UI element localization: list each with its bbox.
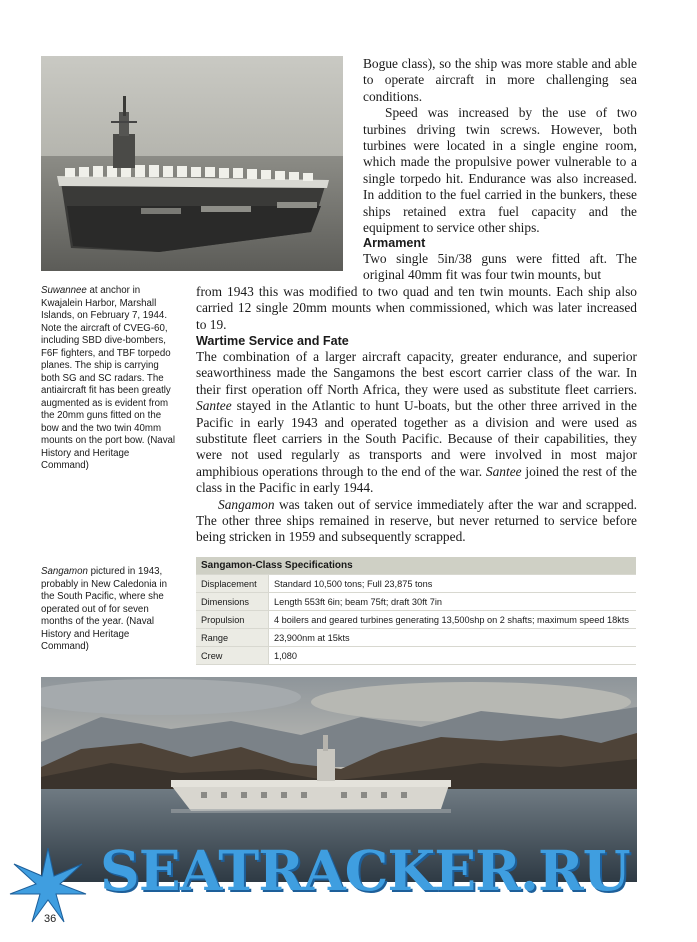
suwannee-photo xyxy=(41,56,343,271)
caption2-ship-name: Sangamon xyxy=(41,566,88,577)
table-row xyxy=(196,629,636,647)
wartime-p2-text: was taken out of service immediately after the war and scrapped. The other three ships remained in reserve, but never returned to service before being stricken in 1959 and subsequently scrapped. xyxy=(196,496,637,545)
wartime-paragraph-2 xyxy=(196,497,637,546)
row-label: Dimensions xyxy=(196,593,269,611)
wartime-p1-b: stayed in the Atlantic to hunt U-boats, but the other three arrived in the Pacific in early 1943 and operated together as a division and were used as substitute fleet carriers in the South Pacific. Because of their capabilities, they were not used regularly as transports and were involved in most major amphibious operations through to the end of the war. xyxy=(196,398,637,479)
armament-rest xyxy=(196,284,637,333)
armament-first-lines xyxy=(363,251,637,284)
suwannee-ship-illustration xyxy=(41,56,343,271)
watermark-text: SEATRACKER.RU xyxy=(100,838,630,903)
table-title: Sangamon-Class Specifications xyxy=(196,557,636,575)
caption1-ship-name: Suwannee xyxy=(41,285,87,296)
armament-line1: Two single 5in/38 guns were fitted aft. The original 40mm fit was four twin mounts, but xyxy=(363,251,637,283)
table-row xyxy=(196,647,636,665)
row-value: Length 553ft 6in; beam 75ft; draft 30ft 7in xyxy=(269,593,637,611)
caption1-text: at anchor in Kwajalein Harbor, Marshall Islands, on February 7, 1944. Note the aircraft of CVEG-60, including SBD dive-bombers, F6F fighters, and TBF torpedo planes. The ship is carrying both SG and SC radars. The antiaircraft fit has been greatly augmented as is evident from the 20mm guns fitted on the bow and the two twin 40mm mounts on the port bow. (Naval History and Heritage Command) xyxy=(41,285,176,471)
wartime-p1-c: joined the rest of the class in the Pacific in early 1944. xyxy=(196,463,637,496)
paragraph-speed: Speed was increased by the use of two turbines driving twin screws. However, both turbines were located in a single engine room, which made the propulsive power vulnerable to a single torpedo hit. Endurance was also increased. In addition to the fuel carried in the bunkers, these ships retained extra fuel capacity and the equipment to service other ships. xyxy=(363,105,637,236)
ship-name-sangamon: Sangamon xyxy=(218,496,275,512)
caption-sangamon xyxy=(41,566,179,654)
caption2-text: pictured in 1943, probably in New Caledonia in the South Pacific, where she operated out of for seven months of the year. (Naval History and Heritage Command) xyxy=(41,566,168,652)
table-title-row xyxy=(196,557,636,575)
row-label: Crew xyxy=(196,647,269,665)
row-value: 4 boilers and geared turbines generating 13,500shp on 2 shafts; maximum speed 18kts xyxy=(269,611,637,629)
table-row xyxy=(196,575,636,593)
ship-name-santee-2: Santee xyxy=(485,463,522,479)
paragraph-bogue-class: Bogue class), so the ship was more stable and able to operate aircraft in more challenging sea conditions. xyxy=(363,56,637,104)
row-label: Displacement xyxy=(196,575,269,593)
wartime-text xyxy=(196,349,637,546)
ship-name-santee: Santee xyxy=(196,398,232,414)
table-row xyxy=(196,593,636,611)
armament-heading: Armament xyxy=(363,236,426,250)
table-row xyxy=(196,611,636,629)
row-value: Standard 10,500 tons; Full 23,875 tons xyxy=(269,575,637,593)
caption-suwannee xyxy=(41,285,179,473)
column-text-upper xyxy=(363,56,637,236)
row-value: 1,080 xyxy=(269,647,637,665)
row-label: Propulsion xyxy=(196,611,269,629)
specifications-table xyxy=(196,557,636,665)
wartime-heading: Wartime Service and Fate xyxy=(196,334,349,348)
armament-rest-text: from 1943 this was modified to two quad and ten twin mounts. Each ship also carried 12 single 20mm mounts when commissioned, which was later increased to 19. xyxy=(196,284,637,332)
wartime-paragraph-1 xyxy=(196,349,637,497)
page-number: 36 xyxy=(44,913,57,925)
row-label: Range xyxy=(196,629,269,647)
wartime-p1-a: The combination of a larger aircraft capacity, greater endurance, and superior seaworthiness made the Sangamons the best escort carrier class of the war. In their first operation off North Africa, they were used as substitute fleet carriers. xyxy=(196,349,637,397)
row-value: 23,900nm at 15kts xyxy=(269,629,637,647)
